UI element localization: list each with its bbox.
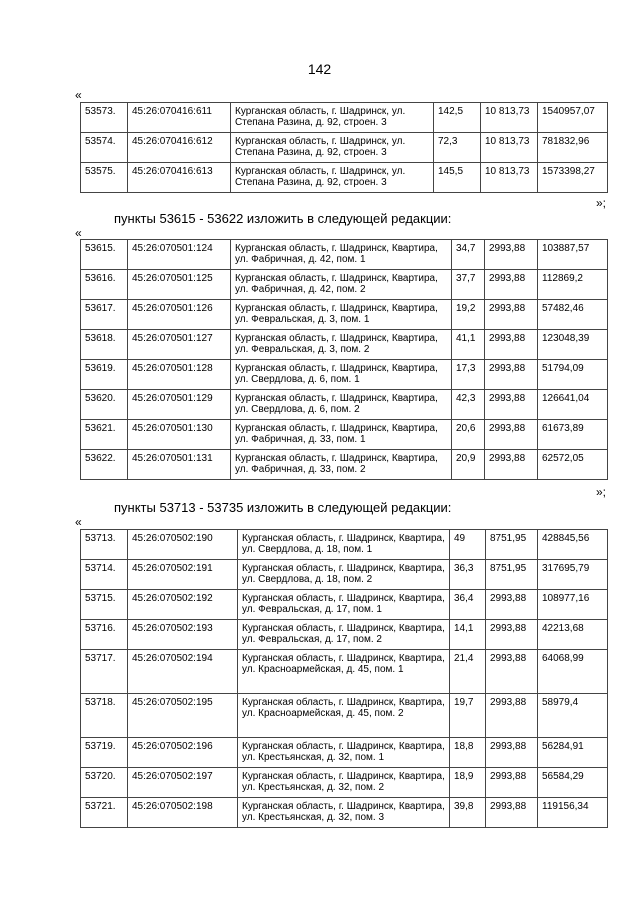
item-number-cell: 53619. — [81, 360, 128, 390]
unit-value-cell: 2993,88 — [485, 270, 538, 300]
cadastral-number-cell: 45:26:070501:131 — [128, 450, 231, 480]
item-number-cell: 53573. — [81, 103, 128, 133]
table-row — [81, 560, 608, 590]
table-row — [81, 620, 608, 650]
cadastral-value-cell: 108977,16 — [538, 590, 608, 620]
closing-quote: »; — [596, 196, 607, 210]
unit-value-cell: 10 813,73 — [481, 133, 538, 163]
cadastral-value-cell: 58979,4 — [538, 694, 608, 738]
table-row — [81, 163, 608, 193]
area-cell: 18,9 — [450, 768, 486, 798]
item-number-cell: 53617. — [81, 300, 128, 330]
address-cell: Курганская область, г. Шадринск, Квартира, ул. Красноармейская, д. 45, пом. 2 — [238, 694, 450, 738]
table-row — [81, 768, 608, 798]
cadastral-value-cell: 126641,04 — [538, 390, 608, 420]
area-cell: 39,8 — [450, 798, 486, 828]
unit-value-cell: 8751,95 — [486, 560, 538, 590]
table-row — [81, 650, 608, 694]
table-row — [81, 530, 608, 560]
area-cell: 145,5 — [434, 163, 481, 193]
unit-value-cell: 2993,88 — [486, 620, 538, 650]
item-number-cell: 53720. — [81, 768, 128, 798]
unit-value-cell: 2993,88 — [485, 330, 538, 360]
cadastral-value-cell: 51794,09 — [538, 360, 608, 390]
item-number-cell: 53716. — [81, 620, 128, 650]
item-number-cell: 53574. — [81, 133, 128, 163]
cadastral-value-cell: 112869,2 — [538, 270, 608, 300]
table-row — [81, 694, 608, 738]
address-cell: Курганская область, г. Шадринск, Квартира, ул. Фабричная, д. 42, пом. 1 — [231, 240, 452, 270]
item-number-cell: 53620. — [81, 390, 128, 420]
area-cell: 14,1 — [450, 620, 486, 650]
cadastral-number-cell: 45:26:070501:127 — [128, 330, 231, 360]
table-row — [81, 360, 608, 390]
table-body — [81, 530, 608, 828]
cadastral-number-cell: 45:26:070501:128 — [128, 360, 231, 390]
unit-value-cell: 2993,88 — [486, 798, 538, 828]
table-row — [81, 738, 608, 768]
cadastral-value-cell: 62572,05 — [538, 450, 608, 480]
cadastral-number-cell: 45:26:070416:611 — [128, 103, 231, 133]
item-number-cell: 53575. — [81, 163, 128, 193]
cadastral-value-cell: 56584,29 — [538, 768, 608, 798]
address-cell: Курганская область, г. Шадринск, Квартира, ул. Свердлова, д. 18, пом. 1 — [238, 530, 450, 560]
table-row — [81, 103, 608, 133]
item-number-cell: 53717. — [81, 650, 128, 694]
address-cell: Курганская область, г. Шадринск, ул. Степана Разина, д. 92, строен. 3 — [231, 103, 434, 133]
unit-value-cell: 2993,88 — [485, 420, 538, 450]
cadastral-number-cell: 45:26:070502:191 — [128, 560, 238, 590]
cadastral-number-cell: 45:26:070502:192 — [128, 590, 238, 620]
area-cell: 19,7 — [450, 694, 486, 738]
table-row — [81, 133, 608, 163]
item-number-cell: 53715. — [81, 590, 128, 620]
cadastral-value-cell: 1540957,07 — [538, 103, 608, 133]
item-number-cell: 53616. — [81, 270, 128, 300]
cadastral-value-cell: 123048,39 — [538, 330, 608, 360]
area-cell: 20,9 — [452, 450, 485, 480]
unit-value-cell: 2993,88 — [486, 650, 538, 694]
cadastral-number-cell: 45:26:070501:126 — [128, 300, 231, 330]
table-row — [81, 390, 608, 420]
cadastral-number-cell: 45:26:070502:196 — [128, 738, 238, 768]
cadastral-value-cell: 317695,79 — [538, 560, 608, 590]
closing-quote: »; — [596, 485, 607, 499]
cadastral-value-cell: 119156,34 — [538, 798, 608, 828]
address-cell: Курганская область, г. Шадринск, Квартира, ул. Февральская, д. 17, пом. 1 — [238, 590, 450, 620]
area-cell: 41,1 — [452, 330, 485, 360]
cadastral-value-cell: 103887,57 — [538, 240, 608, 270]
register-table — [80, 239, 608, 480]
address-cell: Курганская область, г. Шадринск, Квартира, ул. Свердлова, д. 18, пом. 2 — [238, 560, 450, 590]
address-cell: Курганская область, г. Шадринск, ул. Степана Разина, д. 92, строен. 3 — [231, 163, 434, 193]
item-number-cell: 53621. — [81, 420, 128, 450]
item-number-cell: 53721. — [81, 798, 128, 828]
address-cell: Курганская область, г. Шадринск, Квартира, ул. Крестьянская, д. 32, пом. 3 — [238, 798, 450, 828]
unit-value-cell: 2993,88 — [486, 590, 538, 620]
table-row — [81, 798, 608, 828]
unit-value-cell: 10 813,73 — [481, 163, 538, 193]
unit-value-cell: 2993,88 — [486, 768, 538, 798]
cadastral-value-cell: 57482,46 — [538, 300, 608, 330]
page-number: 142 — [307, 61, 332, 77]
area-cell: 36,3 — [450, 560, 486, 590]
opening-quote: « — [75, 515, 82, 529]
unit-value-cell: 2993,88 — [485, 240, 538, 270]
cadastral-number-cell: 45:26:070502:198 — [128, 798, 238, 828]
unit-value-cell: 2993,88 — [485, 300, 538, 330]
cadastral-value-cell: 56284,91 — [538, 738, 608, 768]
cadastral-number-cell: 45:26:070502:194 — [128, 650, 238, 694]
cadastral-number-cell: 45:26:070502:197 — [128, 768, 238, 798]
unit-value-cell: 8751,95 — [486, 530, 538, 560]
area-cell: 142,5 — [434, 103, 481, 133]
cadastral-number-cell: 45:26:070502:195 — [128, 694, 238, 738]
table-row — [81, 270, 608, 300]
unit-value-cell: 2993,88 — [486, 738, 538, 768]
opening-quote: « — [75, 226, 82, 240]
register-table — [80, 102, 608, 193]
cadastral-number-cell: 45:26:070501:125 — [128, 270, 231, 300]
item-number-cell: 53713. — [81, 530, 128, 560]
amendment-instruction: пункты 53615 - 53622 изложить в следующей редакции: — [114, 211, 452, 226]
amendment-instruction: пункты 53713 - 53735 изложить в следующей редакции: — [114, 500, 452, 515]
unit-value-cell: 2993,88 — [485, 450, 538, 480]
area-cell: 37,7 — [452, 270, 485, 300]
cadastral-value-cell: 1573398,27 — [538, 163, 608, 193]
cadastral-number-cell: 45:26:070502:193 — [128, 620, 238, 650]
table-row — [81, 420, 608, 450]
unit-value-cell: 2993,88 — [485, 390, 538, 420]
area-cell: 42,3 — [452, 390, 485, 420]
address-cell: Курганская область, г. Шадринск, Квартира, ул. Свердлова, д. 6, пом. 2 — [231, 390, 452, 420]
table-row — [81, 450, 608, 480]
address-cell: Курганская область, г. Шадринск, Квартира, ул. Фабричная, д. 33, пом. 2 — [231, 450, 452, 480]
cadastral-number-cell: 45:26:070501:124 — [128, 240, 231, 270]
cadastral-number-cell: 45:26:070501:130 — [128, 420, 231, 450]
item-number-cell: 53615. — [81, 240, 128, 270]
area-cell: 21,4 — [450, 650, 486, 694]
unit-value-cell: 10 813,73 — [481, 103, 538, 133]
opening-quote: « — [75, 88, 82, 102]
table-body — [81, 103, 608, 193]
area-cell: 36,4 — [450, 590, 486, 620]
address-cell: Курганская область, г. Шадринск, Квартира, ул. Крестьянская, д. 32, пом. 1 — [238, 738, 450, 768]
area-cell: 20,6 — [452, 420, 485, 450]
cadastral-number-cell: 45:26:070502:190 — [128, 530, 238, 560]
item-number-cell: 53718. — [81, 694, 128, 738]
cadastral-value-cell: 428845,56 — [538, 530, 608, 560]
unit-value-cell: 2993,88 — [486, 694, 538, 738]
table-row — [81, 300, 608, 330]
address-cell: Курганская область, г. Шадринск, Квартира, ул. Фабричная, д. 33, пом. 1 — [231, 420, 452, 450]
area-cell: 72,3 — [434, 133, 481, 163]
cadastral-number-cell: 45:26:070416:612 — [128, 133, 231, 163]
area-cell: 18,8 — [450, 738, 486, 768]
table-row — [81, 240, 608, 270]
address-cell: Курганская область, г. Шадринск, Квартира, ул. Фабричная, д. 42, пом. 2 — [231, 270, 452, 300]
cadastral-value-cell: 61673,89 — [538, 420, 608, 450]
cadastral-value-cell: 42213,68 — [538, 620, 608, 650]
address-cell: Курганская область, г. Шадринск, ул. Степана Разина, д. 92, строен. 3 — [231, 133, 434, 163]
area-cell: 49 — [450, 530, 486, 560]
table-row — [81, 590, 608, 620]
area-cell: 19,2 — [452, 300, 485, 330]
address-cell: Курганская область, г. Шадринск, Квартира, ул. Крестьянская, д. 32, пом. 2 — [238, 768, 450, 798]
address-cell: Курганская область, г. Шадринск, Квартира, ул. Февральская, д. 3, пом. 2 — [231, 330, 452, 360]
table-body — [81, 240, 608, 480]
address-cell: Курганская область, г. Шадринск, Квартира, ул. Февральская, д. 3, пом. 1 — [231, 300, 452, 330]
item-number-cell: 53618. — [81, 330, 128, 360]
cadastral-number-cell: 45:26:070501:129 — [128, 390, 231, 420]
address-cell: Курганская область, г. Шадринск, Квартира, ул. Свердлова, д. 6, пом. 1 — [231, 360, 452, 390]
table-row — [81, 330, 608, 360]
area-cell: 34,7 — [452, 240, 485, 270]
register-table — [80, 529, 608, 828]
address-cell: Курганская область, г. Шадринск, Квартира, ул. Красноармейская, д. 45, пом. 1 — [238, 650, 450, 694]
item-number-cell: 53622. — [81, 450, 128, 480]
cadastral-value-cell: 781832,96 — [538, 133, 608, 163]
address-cell: Курганская область, г. Шадринск, Квартира, ул. Февральская, д. 17, пом. 2 — [238, 620, 450, 650]
item-number-cell: 53719. — [81, 738, 128, 768]
area-cell: 17,3 — [452, 360, 485, 390]
cadastral-number-cell: 45:26:070416:613 — [128, 163, 231, 193]
item-number-cell: 53714. — [81, 560, 128, 590]
unit-value-cell: 2993,88 — [485, 360, 538, 390]
cadastral-value-cell: 64068,99 — [538, 650, 608, 694]
